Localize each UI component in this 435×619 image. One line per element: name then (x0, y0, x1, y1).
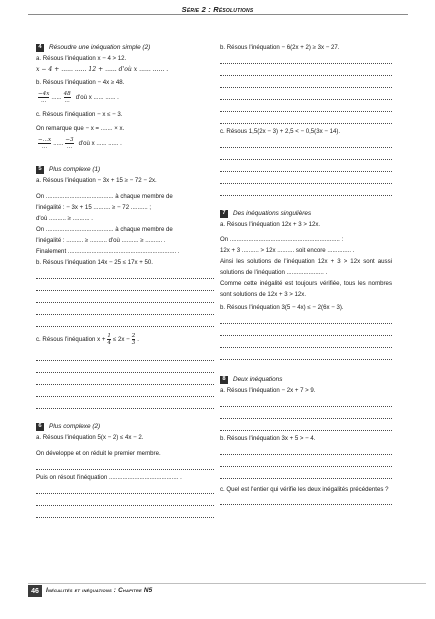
exercise-number: 7 (220, 210, 228, 218)
answer-line[interactable] (220, 325, 392, 336)
answer-line[interactable] (36, 483, 214, 494)
answer-line[interactable] (220, 468, 392, 479)
question-5a: a. Résous l'inéquation − 3x + 15 ≥ − 72 − 2x. (36, 177, 157, 184)
answer-line[interactable] (36, 362, 214, 373)
answer-line[interactable] (36, 459, 214, 470)
answer-7a-line-4: Comme cette inégalité est toujours vérifiée, tous les nombres sont solutions de 12x + 3 > 12x. (220, 280, 392, 298)
fraction-left (38, 91, 49, 104)
answer-line[interactable] (220, 420, 392, 431)
question-5c (36, 328, 214, 350)
answer-line[interactable] (220, 89, 392, 100)
numerator: −4x (38, 90, 50, 97)
exercise-number: 5 (36, 166, 44, 174)
answer-line[interactable] (220, 444, 392, 455)
answer-line[interactable] (220, 494, 392, 505)
denominator: ... (41, 143, 48, 150)
exercise-title-text: Des inéquations singulières (233, 210, 312, 217)
answer-line[interactable] (36, 374, 214, 385)
numerator: −3 (65, 136, 74, 143)
question-4c: c. Résous l'inéquation − x ≤ − 3. (36, 111, 123, 118)
denominator: 4 (107, 339, 111, 346)
answer-line[interactable] (220, 161, 392, 172)
exercise-7-title (220, 208, 392, 219)
fraction-left (38, 137, 51, 150)
answer-line[interactable] (220, 185, 392, 196)
answer-4b-line (36, 88, 214, 106)
question-7a: a. Résous l'inéquation 12x + 3 > 12x. (220, 221, 321, 228)
exercise-title-text: Plus complexe (2) (49, 423, 101, 430)
answer-line[interactable] (220, 408, 392, 419)
answer-5a-line-2: l'inégalité : − 3x + 15 .......... ≥ − 72 .......... ; (36, 204, 152, 211)
answer-tail: d'où x ...... ...... . (78, 139, 122, 147)
left-column (36, 42, 214, 519)
question-text: . (137, 335, 139, 343)
answer-line[interactable] (36, 316, 214, 327)
answer-line[interactable] (220, 313, 392, 324)
exercise-title-text: Plus complexe (1) (49, 166, 101, 173)
answer-5a-line-3: d'où .......... ≥ .......... . (36, 215, 94, 222)
blank-dots: ...... (53, 139, 64, 147)
answer-6a-line-1: On développe et on réduit le premier membre. (36, 450, 161, 457)
answer-line[interactable] (220, 113, 392, 124)
answer-4c-line (36, 134, 214, 152)
answer-line[interactable] (220, 101, 392, 112)
exercise-8-title (220, 374, 392, 385)
question-8c: c. Quel est l'entier qui vérifie les deux inégalités précédentes ? (220, 486, 389, 493)
numerator: 1 (107, 332, 111, 339)
numerator: 2 (131, 332, 136, 339)
answer-line[interactable] (220, 137, 392, 148)
right-column (220, 42, 392, 506)
numerator: 48 (63, 90, 71, 97)
answer-7a-line-3: Ainsi les solutions de l'inéquation 12x + 3 > 12x sont aussi solutions de l'inéquation ...................... . (220, 258, 392, 276)
denominator: ... (64, 97, 70, 104)
note-4c: On remarque que − x = ....... × x. (36, 125, 125, 132)
answer-5a-line-4: On ........................................ à chaque membre de (36, 226, 173, 233)
question-6a: a. Résous l'inéquation 5(x − 2) ≤ 4x − 2. (36, 434, 144, 441)
answer-7a-line-2: 12x + 3 .......... > 12x .......... soit encore .............. . (220, 247, 355, 254)
answer-line[interactable] (220, 337, 392, 348)
question-5b-right: b. Résous l'inéquation − 6(2x + 2) ≥ 3x − 27. (220, 44, 340, 51)
exercise-number: 6 (36, 423, 44, 431)
answer-line[interactable] (220, 396, 392, 407)
answer-line[interactable] (220, 53, 392, 64)
answer-line[interactable] (36, 292, 214, 303)
exercise-title-text: Résoudre une inéquation simple (2) (49, 44, 151, 51)
exercise-number: 4 (36, 44, 44, 52)
answer-5a-line-1: On ........................................ à chaque membre de (36, 193, 173, 200)
fraction-two-thirds (132, 333, 136, 346)
blank-dots: ...... (51, 93, 62, 101)
question-8a: a. Résous l'inéquation − 2x + 7 > 9. (220, 387, 316, 394)
answer-line[interactable] (220, 173, 392, 184)
exercise-6-title (36, 421, 214, 432)
denominator: ... (66, 143, 73, 150)
numerator: −...x (38, 136, 52, 143)
answer-line[interactable] (36, 495, 214, 506)
exercise-5-title (36, 164, 214, 175)
question-5c-right: c. Résous 1,5(2x − 3) + 2,5 < − 0,5(3x − 14). (220, 128, 341, 135)
question-7b: b. Résous l'inéquation 3(5 − 4x) ≤ − 2(6x − 3). (220, 304, 344, 311)
fraction-one-quarter (107, 333, 111, 346)
page-number: 46 (28, 585, 42, 597)
question-text: ≤ 2x − (112, 335, 130, 343)
answer-line[interactable] (36, 386, 214, 397)
exercise-4-title (36, 42, 214, 53)
answer-line[interactable] (220, 349, 392, 360)
denominator: 3 (131, 339, 136, 346)
answer-line[interactable] (36, 350, 214, 361)
answer-line[interactable] (36, 304, 214, 315)
answer-line[interactable] (220, 77, 392, 88)
question-8b: b. Résous l'inéquation 3x + 5 > − 4. (220, 435, 316, 442)
denominator: ... (41, 97, 47, 104)
answer-tail: d'où x ...... ...... . (75, 93, 119, 101)
answer-line[interactable] (220, 456, 392, 467)
question-4b: b. Résous l'inéquation − 4x ≥ 48. (36, 79, 125, 86)
series-title: Série 2 : Résolutions (181, 5, 254, 14)
answer-line[interactable] (220, 65, 392, 76)
fraction-right (64, 91, 71, 104)
answer-5a-line-6: Finalement ................................................................ . (36, 248, 180, 255)
chapter-label: Inégalités et inéquations : Chapitre N5 (46, 587, 153, 594)
question-text: c. Résous l'inéquation x + (36, 335, 106, 343)
exercise-title-text: Deux inéquations (233, 376, 283, 383)
question-5b: b. Résous l'inéquation 14x − 25 ≤ 17x + 50. (36, 259, 153, 266)
exercise-number: 8 (220, 376, 228, 384)
answer-line[interactable] (220, 149, 392, 160)
answer-line[interactable] (36, 398, 214, 409)
header-divider (28, 14, 408, 15)
answer-line[interactable] (36, 280, 214, 291)
answer-4a-line: x − 4 + ...... ...... 12 + ...... d'où x ...... ...... . (36, 66, 169, 73)
answer-6a-line-2: Puis on résout l'inéquation ......................................... . (36, 474, 182, 481)
question-4a: a. Résous l'inéquation x − 4 > 12. (36, 55, 127, 62)
answer-7a-line-1: On ................................................................. : (220, 236, 344, 243)
answer-5a-line-5: l'inégalité : .......... ≥ .......... d'où .......... ≥ .......... . (36, 237, 166, 244)
fraction-right (65, 137, 73, 150)
answer-line[interactable] (36, 507, 214, 518)
answer-line[interactable] (36, 268, 214, 279)
